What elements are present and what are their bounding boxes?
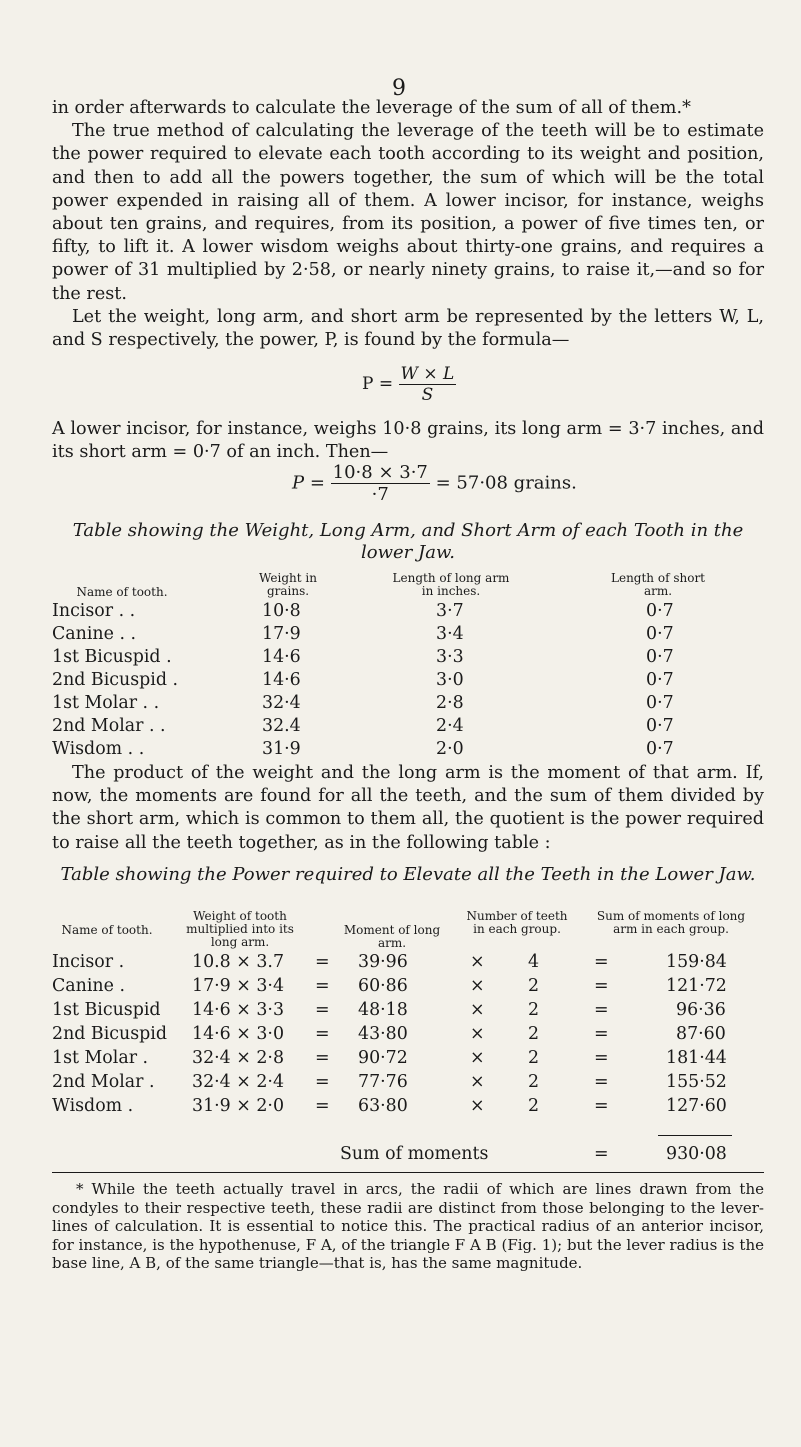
total-value: 930·08	[666, 1144, 727, 1164]
long-arm-cell: 2·8	[436, 693, 464, 713]
formula-fraction	[399, 364, 457, 405]
equals-sign: =	[315, 1096, 330, 1116]
tooth-name: 1st Bicuspid	[52, 1000, 161, 1020]
count-cell: 4	[528, 952, 540, 972]
table-row	[52, 976, 764, 998]
formula-example-fraction	[331, 462, 430, 505]
short-arm-cell: 0·7	[646, 624, 674, 644]
product-cell: 17·9 × 3·4	[192, 976, 285, 996]
equals-sign: =	[594, 976, 609, 996]
long-arm-cell: 3·0	[436, 670, 464, 690]
sum-rule	[658, 1135, 732, 1136]
table2-header-count: Number of teeth in each group.	[466, 909, 568, 936]
moment-cell: 63·80	[358, 1096, 408, 1116]
weight-cell: 32.4	[262, 716, 301, 736]
count-cell: 2	[528, 1096, 540, 1116]
equals-sign: =	[315, 952, 330, 972]
table-row	[52, 952, 764, 974]
equals-sign: =	[315, 1048, 330, 1068]
equals-sign: =	[594, 952, 609, 972]
formula-example	[292, 462, 577, 505]
moment-cell: 60·86	[358, 976, 408, 996]
moment-cell: 90·72	[358, 1048, 408, 1068]
tooth-name: 1st Molar . .	[52, 693, 160, 713]
formula-example-lhs: P =	[292, 472, 325, 494]
table1-header-short-arm: Length of short arm.	[611, 571, 705, 598]
tooth-name: 2nd Bicuspid .	[52, 670, 179, 690]
short-arm-cell: 0·7	[646, 670, 674, 690]
product-cell: 32·4 × 2·8	[192, 1048, 285, 1068]
equals-sign: =	[315, 1072, 330, 1092]
equals-sign: =	[594, 1048, 609, 1068]
table-row	[52, 601, 764, 623]
table2-header-sum: Sum of moments of long arm in each group.	[596, 909, 746, 936]
long-arm-cell: 3·3	[436, 647, 464, 667]
footnote-divider	[52, 1172, 764, 1173]
count-cell: 2	[528, 976, 540, 996]
table-total-row	[52, 1144, 764, 1166]
weight-cell: 10·8	[262, 601, 301, 621]
table-row	[52, 647, 764, 669]
weight-cell: 31·9	[262, 739, 301, 759]
formula-numerator: W × L	[400, 364, 455, 384]
table-row	[52, 1000, 764, 1022]
footnote-text: * While the teeth actually travel in arcs, the radii of which are lines drawn from the condyles to their respective teeth, these radii are distinct from those belonging to the lever-lines of calculation. It is essential to notice this. The practical radius of an anterior incisor, for instance, is the hypothenuse, F A, of the triangle F A B (Fig. 1); but the lever radius is the base line, A B, of the same triangle—that is, has the same magnitude.	[52, 1180, 764, 1273]
tooth-name: 1st Molar .	[52, 1048, 149, 1068]
equals-sign: =	[315, 976, 330, 996]
tooth-name: Canine .	[52, 976, 125, 996]
footnote	[52, 1180, 764, 1273]
count-cell: 2	[528, 1072, 540, 1092]
tooth-name: 2nd Molar .	[52, 1072, 155, 1092]
table1-header-name: Name of tooth.	[76, 585, 168, 599]
paragraph-3: Let the weight, long arm, and short arm be represented by the letters W, L, and S respectively, the power, P, is found by the formula—	[52, 306, 764, 351]
count-cell: 2	[528, 1024, 540, 1044]
tooth-name: Canine . .	[52, 624, 137, 644]
times-sign: ×	[470, 1048, 485, 1068]
table1-header-long-arm: Length of long arm in inches.	[392, 571, 510, 598]
weight-cell: 17·9	[262, 624, 301, 644]
table-row	[52, 624, 764, 646]
tooth-name: Incisor .	[52, 952, 125, 972]
page-number: 9	[392, 76, 406, 101]
times-sign: ×	[470, 952, 485, 972]
product-cell: 32·4 × 2·4	[192, 1072, 285, 1092]
equals-sign: =	[594, 1024, 609, 1044]
table-row	[52, 739, 764, 761]
product-cell: 14·6 × 3·3	[192, 1000, 285, 1020]
formula-example-numerator: 10·8 × 3·7	[332, 462, 428, 483]
paragraph-2: The true method of calculating the leverage of the teeth will be to estimate the power required to elevate each tooth according to its weight and position, and then to add all the powers together, the sum of which will be the total power expended in raising all of them. A lower incisor, for instance, weighs about ten grains, and requires, from its position, a power of five times ten, or fifty, to lift it. A lower wisdom weighs about thirty-one grains, and requires a power of 31 multiplied by 2·58, or nearly ninety grains, to raise it,—and so for the rest.	[52, 121, 764, 304]
table-row	[52, 693, 764, 715]
sum-cell: 159·84	[666, 952, 727, 972]
equals-sign: =	[594, 1096, 609, 1116]
table2-caption: Table showing the Power required to Elevate all the Teeth in the Lower Jaw.	[60, 864, 756, 885]
tooth-name: Incisor . .	[52, 601, 136, 621]
tooth-name: 2nd Bicuspid	[52, 1024, 167, 1044]
table-row	[52, 716, 764, 738]
short-arm-cell: 0·7	[646, 601, 674, 621]
tooth-name: 2nd Molar . .	[52, 716, 166, 736]
equals-sign: =	[315, 1024, 330, 1044]
table2-header-product: Weight of tooth multiplied into its long arm.	[186, 909, 294, 949]
short-arm-cell: 0·7	[646, 693, 674, 713]
product-cell: 10.8 × 3.7	[192, 952, 285, 972]
paragraph-4: A lower incisor, for instance, weighs 10·8 grains, its long arm = 3·7 inches, and its short arm = 0·7 of an inch. Then—	[52, 419, 764, 463]
paragraph-5: The product of the weight and the long arm is the moment of that arm. If, now, the moments are found for all the teeth, and the sum of them divided by the short arm, which is common to them all, the quotient is the power required to raise all the teeth together, as in the following table :	[52, 763, 764, 853]
count-cell: 2	[528, 1000, 540, 1020]
moment-cell: 48·18	[358, 1000, 408, 1020]
short-arm-cell: 0·7	[646, 647, 674, 667]
product-cell: 31·9 × 2·0	[192, 1096, 285, 1116]
sum-cell: 121·72	[666, 976, 727, 996]
equals-sign: =	[594, 1072, 609, 1092]
table-row	[52, 1048, 764, 1070]
sum-cell: 96·36	[676, 1000, 726, 1020]
weight-cell: 32·4	[262, 693, 301, 713]
short-arm-cell: 0·7	[646, 716, 674, 736]
sum-cell: 155·52	[666, 1072, 727, 1092]
sum-cell: 181·44	[666, 1048, 727, 1068]
table2-header-name: Name of tooth.	[61, 923, 153, 937]
moment-cell: 43·80	[358, 1024, 408, 1044]
paragraph-1: in order afterwards to calculate the leverage of the sum of all of them.*	[52, 98, 691, 118]
long-arm-cell: 2·4	[436, 716, 464, 736]
sum-cell: 87·60	[676, 1024, 726, 1044]
equals-sign: =	[315, 1000, 330, 1020]
times-sign: ×	[470, 1072, 485, 1092]
body-text-top	[52, 97, 764, 352]
weight-cell: 14·6	[262, 670, 301, 690]
formula-power	[362, 364, 456, 405]
moment-cell: 77·76	[358, 1072, 408, 1092]
times-sign: ×	[470, 1000, 485, 1020]
body-text-moments	[52, 762, 764, 855]
sum-cell: 127·60	[666, 1096, 727, 1116]
formula-example-denominator: ·7	[371, 484, 389, 505]
long-arm-cell: 2·0	[436, 739, 464, 759]
table-row	[52, 670, 764, 692]
tooth-name: Wisdom .	[52, 1096, 134, 1116]
formula-lhs: P =	[362, 374, 394, 394]
long-arm-cell: 3·4	[436, 624, 464, 644]
table2-header-moment: Moment of long arm.	[343, 923, 441, 950]
formula-example-result: = 57·08 grains.	[435, 472, 577, 494]
short-arm-cell: 0·7	[646, 739, 674, 759]
table-row	[52, 1096, 764, 1118]
times-sign: ×	[470, 1096, 485, 1116]
tooth-name: Wisdom . .	[52, 739, 145, 759]
table-row	[52, 1072, 764, 1094]
body-text-example	[52, 418, 764, 464]
moment-cell: 39·96	[358, 952, 408, 972]
formula-denominator: S	[421, 385, 434, 405]
table1-caption: Table showing the Weight, Long Arm, and Short Arm of each Tooth in the lower Jaw.	[72, 520, 744, 563]
weight-cell: 14·6	[262, 647, 301, 667]
count-cell: 2	[528, 1048, 540, 1068]
long-arm-cell: 3·7	[436, 601, 464, 621]
product-cell: 14·6 × 3·0	[192, 1024, 285, 1044]
total-label: Sum of moments	[340, 1144, 489, 1164]
times-sign: ×	[470, 1024, 485, 1044]
equals-sign: =	[594, 1000, 609, 1020]
times-sign: ×	[470, 976, 485, 996]
table1-header-weight: Weight in grains.	[259, 571, 317, 598]
tooth-name: 1st Bicuspid .	[52, 647, 172, 667]
table-row	[52, 1024, 764, 1046]
equals-sign: =	[594, 1144, 609, 1164]
